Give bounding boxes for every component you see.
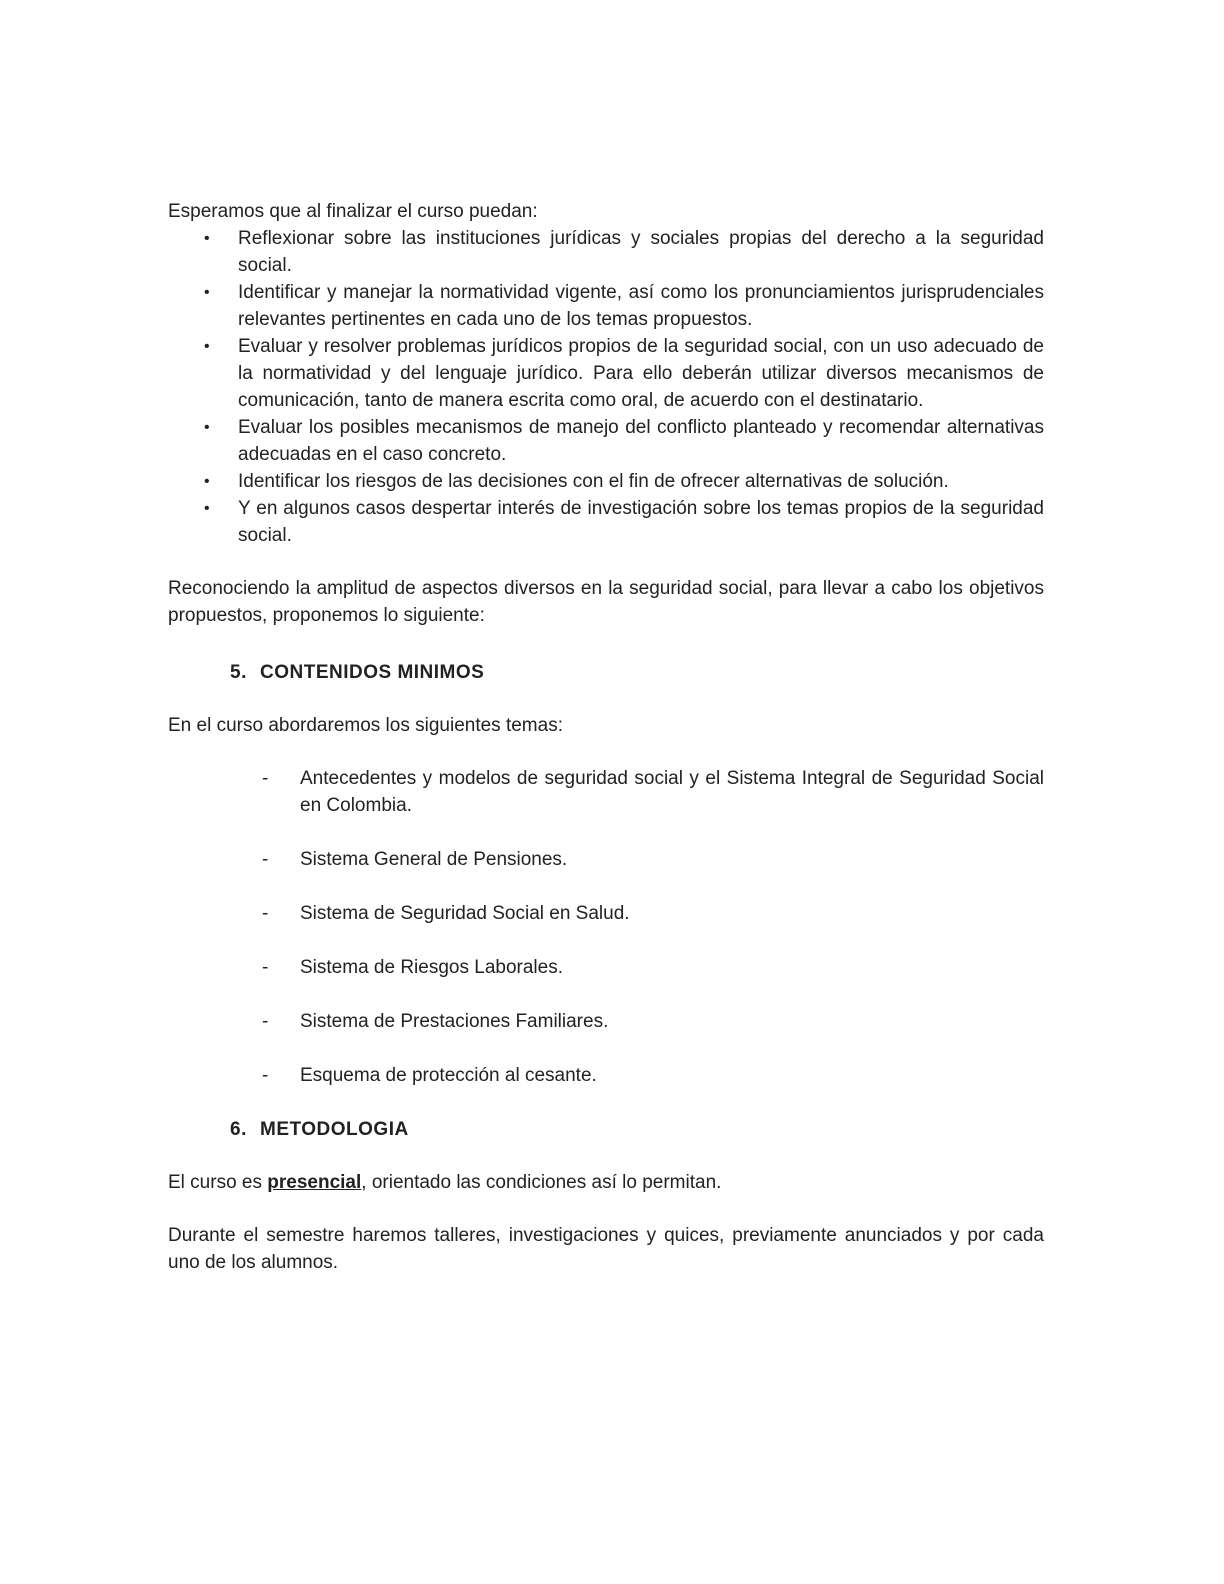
contents-intro: En el curso abordaremos los siguientes temas: — [168, 715, 563, 736]
contents-list — [168, 765, 1044, 1089]
objectives-closing: Reconociendo la amplitud de aspectos diversos en la seguridad social, para llevar a cabo los objetivos propuestos, proponemos lo siguiente: — [168, 578, 1044, 626]
section-number: 6. — [230, 1119, 247, 1140]
section-title: CONTENIDOS MINIMOS — [260, 662, 485, 683]
list-item: • Identificar y manejar la normatividad vigente, así como los pronunciamientos jurisprudenciales relevantes pertinentes en cada uno de los temas propuestos. — [238, 279, 1044, 333]
list-item: - Sistema de Prestaciones Familiares. — [300, 1008, 1044, 1035]
list-item: - Sistema de Riesgos Laborales. — [300, 954, 1044, 981]
list-item: • Identificar los riesgos de las decisiones con el fin de ofrecer alternativas de solución. — [238, 468, 1044, 495]
section-heading-contents — [168, 659, 1044, 686]
methodology-paragraph-1: El curso es presencial, orientado las condiciones así lo permitan. — [168, 1172, 722, 1193]
objectives-list — [168, 225, 1044, 549]
dash-icon: - — [262, 1065, 269, 1086]
dash-icon: - — [262, 903, 269, 924]
bullet-icon: • — [204, 284, 210, 301]
list-item: • Evaluar los posibles mecanismos de manejo del conflicto planteado y recomendar alternativas adecuadas en el caso concreto. — [238, 414, 1044, 468]
list-item: • Reflexionar sobre las instituciones jurídicas y sociales propias del derecho a la seguridad social. — [238, 225, 1044, 279]
bullet-icon: • — [204, 230, 210, 247]
bullet-icon: • — [204, 419, 210, 436]
bullet-icon: • — [204, 473, 210, 490]
objectives-intro: Esperamos que al finalizar el curso puedan: — [168, 201, 538, 222]
dash-icon: - — [262, 1011, 269, 1032]
emphasized-word: presencial — [267, 1172, 362, 1193]
methodology-paragraph-2: Durante el semestre haremos talleres, investigaciones y quices, previamente anunciados y por cada uno de los alumnos. — [168, 1225, 1044, 1273]
section-number: 5. — [230, 662, 247, 683]
section-title: METODOLOGIA — [260, 1119, 409, 1140]
list-item: • Y en algunos casos despertar interés de investigación sobre los temas propios de la seguridad social. — [238, 495, 1044, 549]
list-item: - Esquema de protección al cesante. — [300, 1062, 1044, 1089]
list-item: - Sistema General de Pensiones. — [300, 846, 1044, 873]
list-item: - Antecedentes y modelos de seguridad social y el Sistema Integral de Seguridad Social en Colombia. — [300, 765, 1044, 819]
page-content — [168, 198, 1044, 1276]
list-item: - Sistema de Seguridad Social en Salud. — [300, 900, 1044, 927]
bullet-icon: • — [204, 338, 210, 355]
list-item: • Evaluar y resolver problemas jurídicos propios de la seguridad social, con un uso adecuado de la normatividad y del lenguaje jurídico. Para ello deberán utilizar diversos mecanismos de comunicación, tanto de manera escrita como oral, de acuerdo con el destinatario. — [238, 333, 1044, 414]
section-heading-methodology — [168, 1116, 1044, 1143]
bullet-icon: • — [204, 500, 210, 517]
dash-icon: - — [262, 957, 269, 978]
dash-icon: - — [262, 849, 269, 870]
dash-icon: - — [262, 768, 269, 789]
